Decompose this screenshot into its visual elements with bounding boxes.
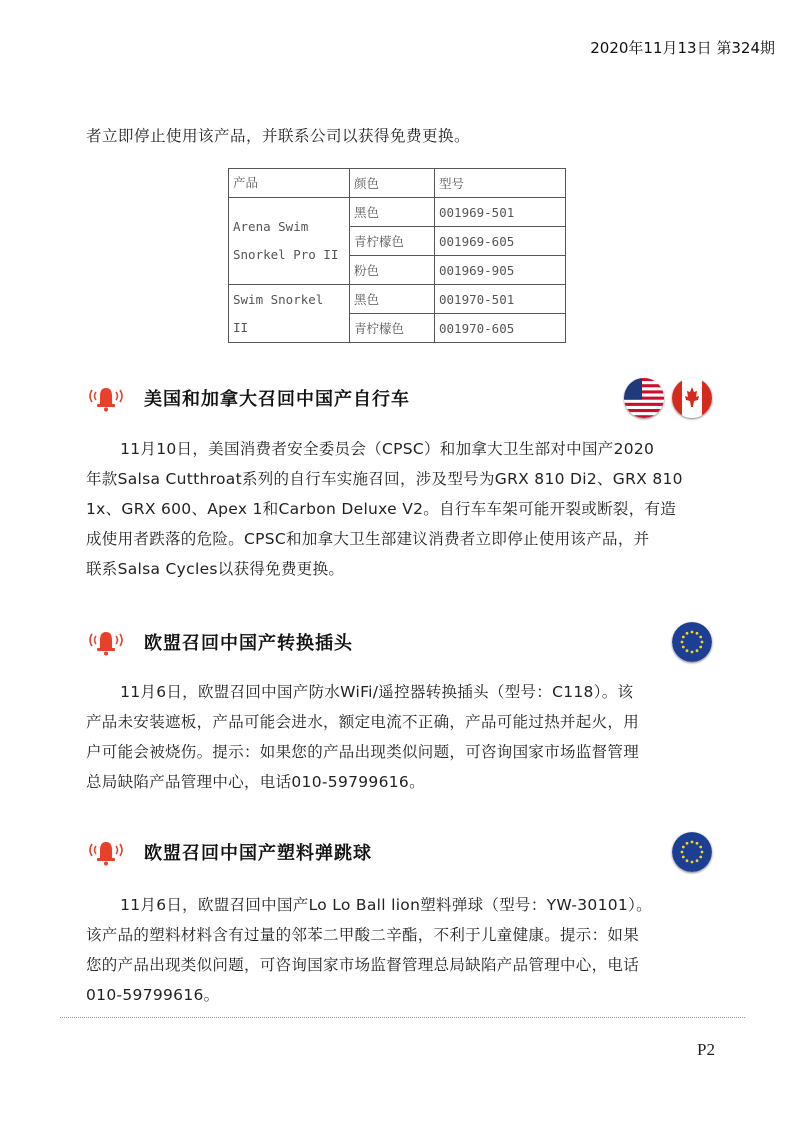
- alarm-bell-icon: [86, 628, 126, 656]
- alarm-bell-icon: [86, 838, 126, 866]
- color-cell: 黑色: [350, 198, 435, 227]
- paragraph-line: 成使用者跌落的危险。CPSC和加拿大卫生部建议消费者立即停止使用该产品，并: [86, 530, 650, 548]
- section-heading: [86, 832, 372, 872]
- model-cell: 001970-501: [435, 285, 566, 314]
- table-header-row: [229, 169, 566, 198]
- model-cell: 001969-905: [435, 256, 566, 285]
- product-name-line: Snorkel Pro II: [233, 247, 339, 262]
- page-number: P2: [697, 1040, 715, 1059]
- section-body: [86, 677, 716, 797]
- table-row: [229, 198, 566, 227]
- paragraph-line: 11月10日，美国消费者安全委员会（CPSC）和加拿大卫生部对中国产2020: [120, 440, 655, 458]
- product-name-line: Swim Snorkel II: [233, 291, 324, 335]
- table-header-cell: 型号: [435, 169, 566, 198]
- model-cell: 001969-605: [435, 227, 566, 256]
- section-heading: [86, 622, 353, 662]
- table-header-cell: 颜色: [350, 169, 435, 198]
- eu-flag-icon: [672, 832, 712, 872]
- paragraph-line: 010-59799616。: [86, 986, 220, 1004]
- paragraph-line: 11月6日，欧盟召回中国产Lo Lo Ball lion塑料弹球（型号：YW-30101）。: [120, 896, 652, 914]
- canada-flag-icon: [672, 378, 712, 418]
- product-name-line: Arena Swim: [233, 219, 309, 234]
- section-heading: [86, 378, 410, 418]
- model-cell: 001969-501: [435, 198, 566, 227]
- section-title: 美国和加拿大召回中国产自行车: [144, 389, 410, 410]
- section-body: [86, 890, 716, 1010]
- paragraph-line: 该产品的塑料材料含有过量的邻苯二甲酸二辛酯，不利于儿童健康。提示：如果: [86, 926, 640, 944]
- section-title: 欧盟召回中国产塑料弹跳球: [144, 843, 372, 864]
- color-cell: 黑色: [350, 285, 435, 314]
- product-cell: [229, 198, 350, 285]
- issue-date: 2020年11月13日 第324期: [590, 39, 775, 57]
- paragraph-line: 户可能会被烧伤。提示：如果您的产品出现类似问题，可咨询国家市场监督管理: [86, 743, 640, 761]
- model-cell: 001970-605: [435, 314, 566, 343]
- footer-divider: [60, 1017, 745, 1018]
- color-cell: 青柠檬色: [350, 227, 435, 256]
- product-cell: [229, 285, 350, 343]
- color-cell: 青柠檬色: [350, 314, 435, 343]
- usa-flag-icon: [624, 378, 664, 418]
- paragraph-line: 年款Salsa Cutthroat系列的自行车实施召回，涉及型号为GRX 810 Di2、GRX 810: [86, 470, 683, 488]
- section-body: [86, 434, 716, 584]
- paragraph-line: 11月6日，欧盟召回中国产防水WiFi/遥控器转换插头（型号：C118）。该: [120, 683, 634, 701]
- paragraph-line: 产品未安装遮板，产品可能会进水，额定电流不正确，产品可能过热并起火，用: [86, 713, 640, 731]
- alarm-bell-icon: [86, 384, 126, 412]
- table-row: [229, 285, 566, 314]
- paragraph-line: 联系Salsa Cycles以获得免费更换。: [86, 560, 345, 578]
- paragraph-line: 总局缺陷产品管理中心，电话010-59799616。: [86, 773, 425, 791]
- eu-flag-icon: [672, 622, 712, 662]
- table-header-cell: 产品: [229, 169, 350, 198]
- section-title: 欧盟召回中国产转换插头: [144, 633, 353, 654]
- paragraph-line: 您的产品出现类似问题，可咨询国家市场监督管理总局缺陷产品管理中心，电话: [86, 956, 640, 974]
- paragraph-line: 1x、GRX 600、Apex 1和Carbon Deluxe V2。自行车车架可能开裂或断裂，有造: [86, 500, 677, 518]
- product-table: [228, 168, 566, 343]
- color-cell: 粉色: [350, 256, 435, 285]
- intro-line: 者立即停止使用该产品，并联系公司以获得免费更换。: [86, 127, 471, 145]
